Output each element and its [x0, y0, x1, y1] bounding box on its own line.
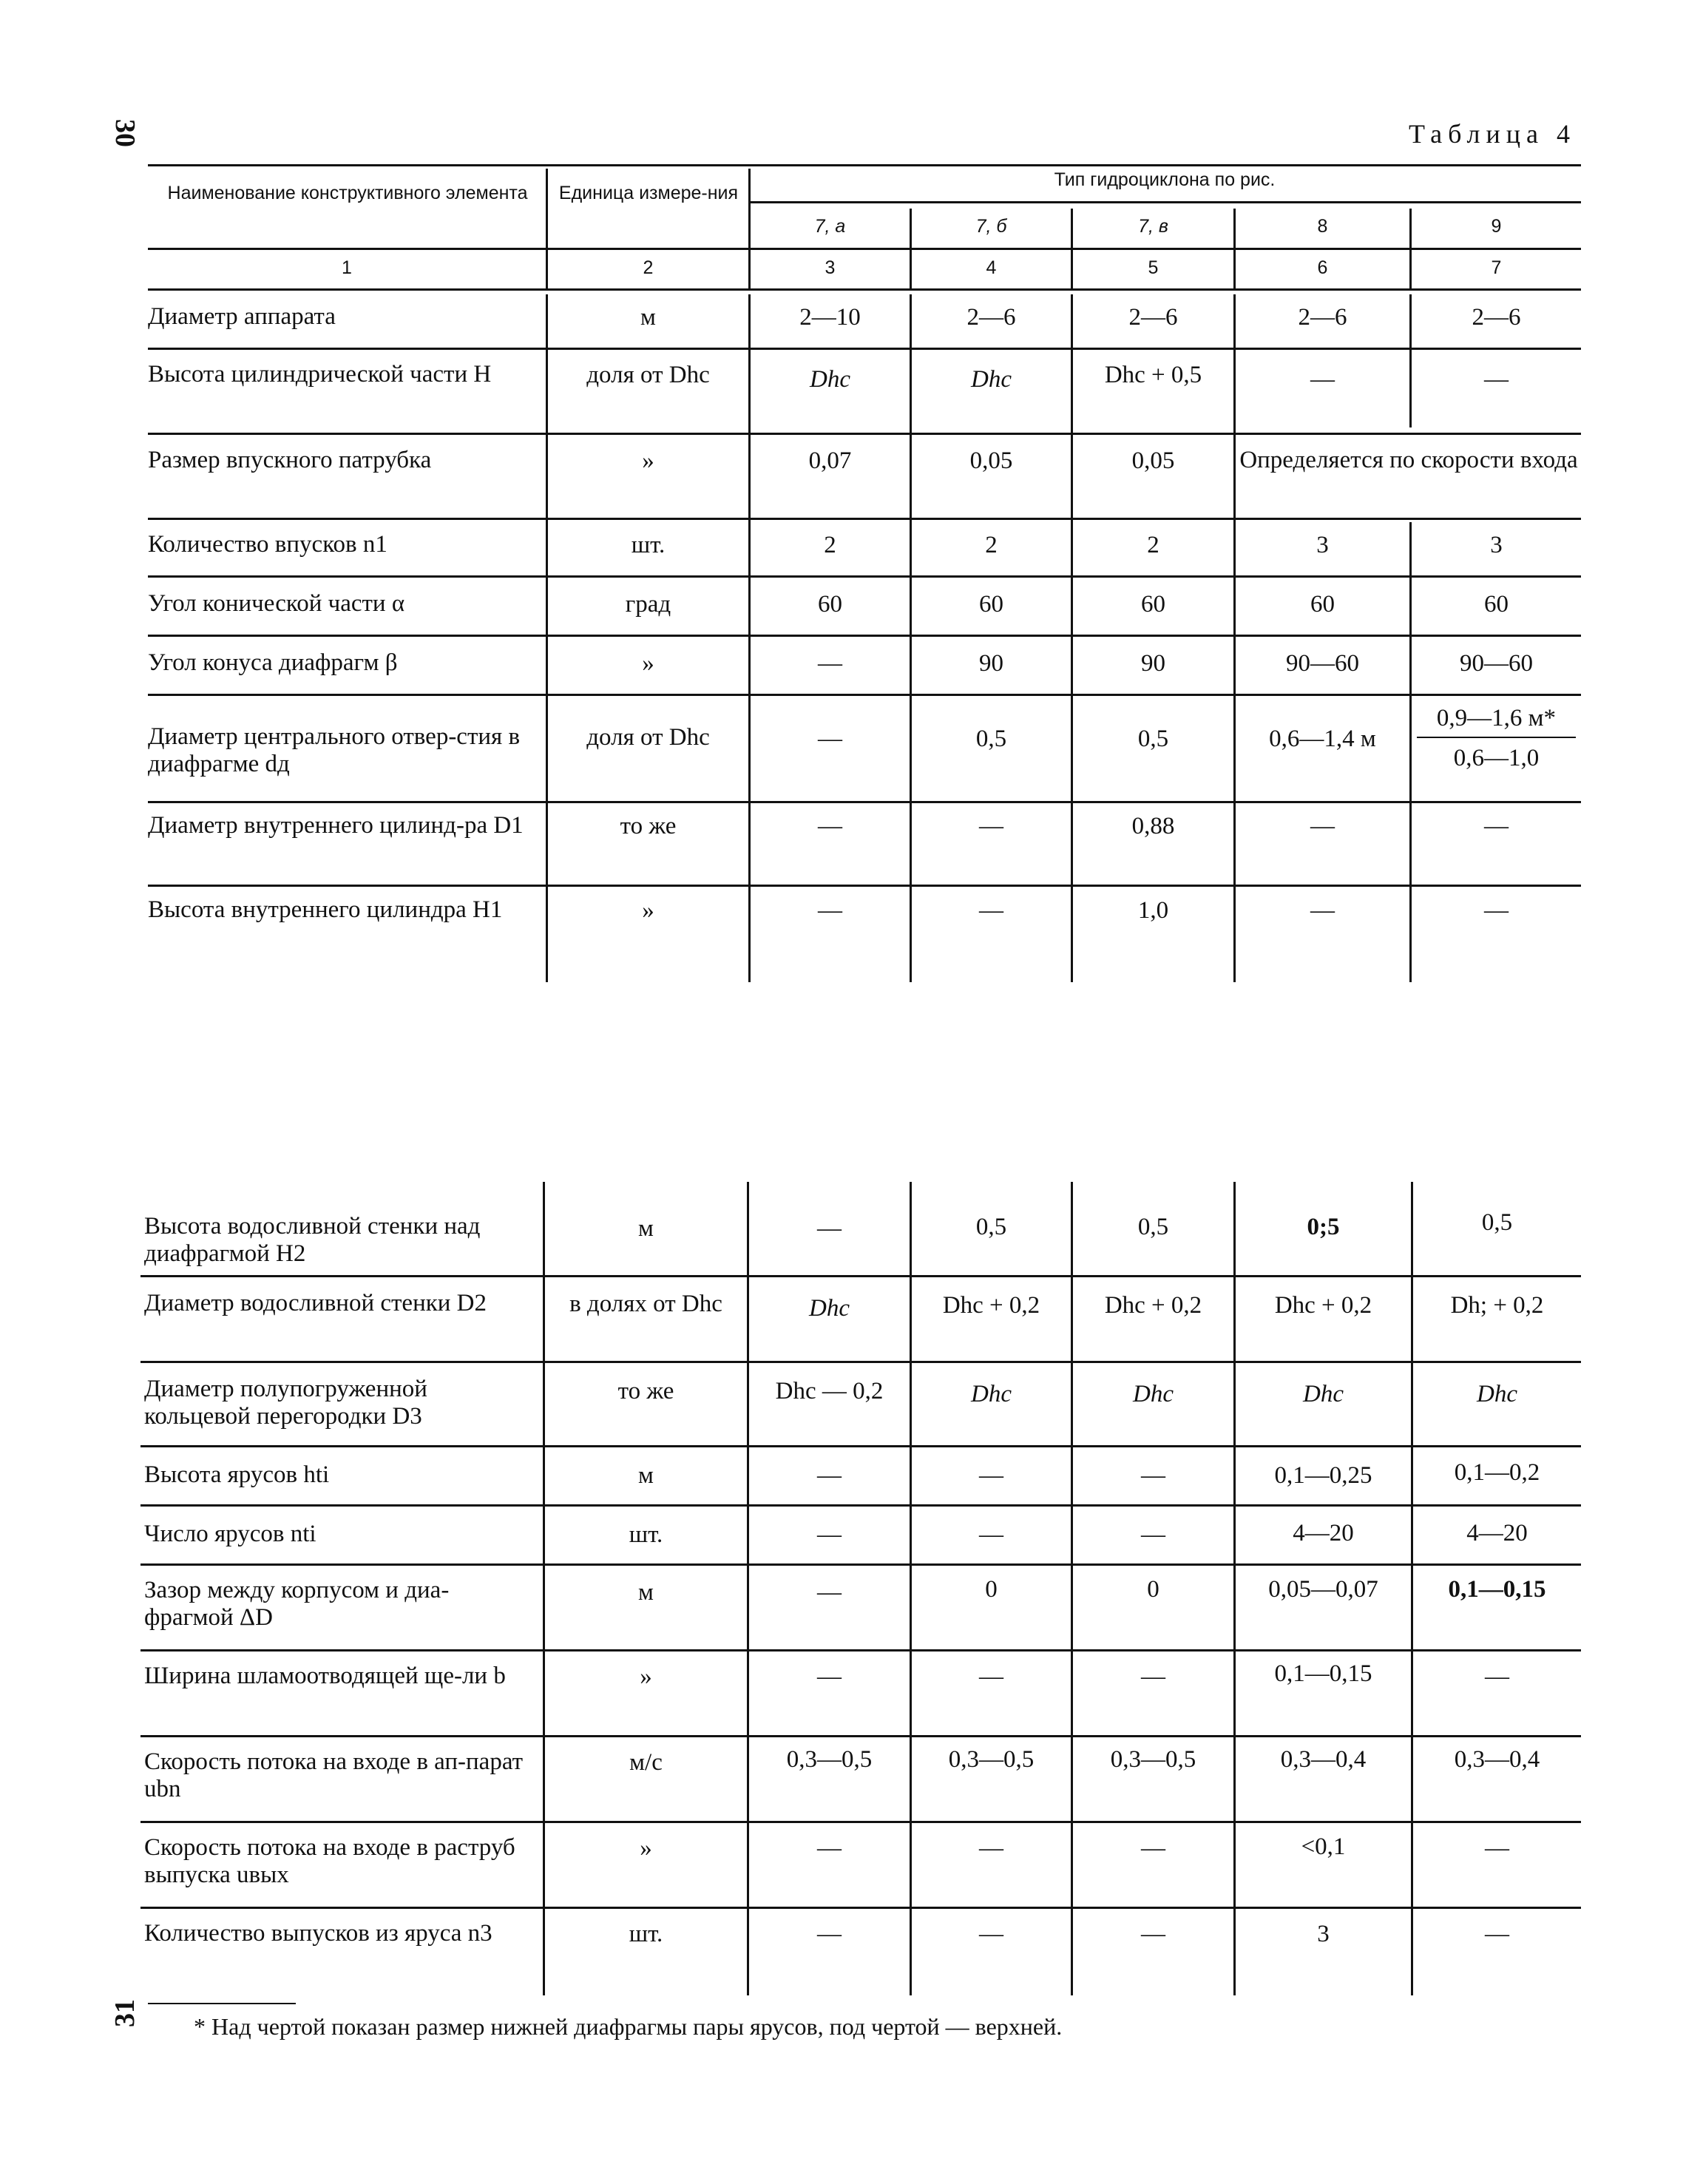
row-value: Dhc — 0,2: [775, 1378, 884, 1404]
col-number-2: 2: [643, 257, 654, 278]
row-value: 2: [824, 532, 836, 558]
row-value: 3: [1317, 1921, 1330, 1947]
header-type-7v: 7, в: [1138, 216, 1168, 237]
col-number-4: 4: [986, 257, 997, 278]
row-value: Dhc: [1303, 1381, 1344, 1407]
row-unit: шт.: [631, 532, 666, 558]
row-value: 0,05: [1131, 447, 1175, 474]
row-name: Диаметр полупогруженной кольцевой перегородки D3: [144, 1376, 427, 1430]
body-vline-unit: [546, 294, 548, 982]
row-rule: [148, 801, 1581, 803]
row-unit: град: [625, 591, 671, 618]
row-unit: то же: [617, 1378, 674, 1404]
row-value: —: [979, 897, 1003, 924]
row-value: 0,5: [975, 726, 1007, 752]
row-value: 60: [979, 591, 1003, 618]
row-name: Диаметр водосливной стенки D2: [144, 1290, 487, 1316]
row-value: —: [1484, 897, 1509, 924]
row-value: 90: [1141, 650, 1165, 677]
row-value: 3: [1490, 532, 1503, 558]
row-value: Dhc: [1133, 1381, 1174, 1407]
row-value: —: [817, 1921, 842, 1947]
header-name: Наименование конструктивного элемента: [167, 183, 528, 203]
row-unit: м: [638, 1215, 654, 1242]
row-name: Высота цилиндрической части H: [148, 361, 492, 388]
row-value: 90—60: [1286, 650, 1359, 677]
row-value: 0,3—0,5: [948, 1746, 1035, 1773]
row-rule: [140, 1907, 1581, 1909]
row-name: Диаметр центрального отвер-стия в диафрагме dд: [148, 723, 521, 777]
row-value: <0,1: [1301, 1833, 1346, 1860]
row-unit: шт.: [629, 1521, 663, 1548]
row-value: 60: [1310, 591, 1335, 618]
row-value: 60: [1141, 591, 1165, 618]
row-value: 0,5: [975, 1214, 1007, 1240]
row-unit: шт.: [629, 1921, 663, 1947]
header-unit: Единица измере-ния: [558, 183, 739, 203]
row-value: 0,3—0,4: [1280, 1746, 1367, 1773]
row-value: —: [817, 1663, 842, 1690]
fraction-bottom: 0,6—1,0: [1453, 745, 1540, 771]
row-value: —: [1484, 813, 1509, 839]
row-value: Dh; + 0,2: [1450, 1292, 1544, 1319]
row-unit: »: [640, 1835, 652, 1862]
header-type-group: Тип гидроциклона по рис.: [1054, 169, 1276, 190]
row-value: —: [817, 1462, 842, 1489]
merged-inlet-note: Определяется по скорости входа: [1239, 447, 1578, 473]
body-vline-c6: [1233, 294, 1236, 982]
row-unit: м: [638, 1579, 654, 1606]
row-value: —: [979, 1835, 1003, 1862]
row-value: —: [1141, 1921, 1165, 1947]
page-number-bottom: 31: [109, 1999, 140, 2027]
row-name: Число ярусов nti: [144, 1521, 316, 1547]
row-value: Dhc + 0,2: [1274, 1292, 1372, 1319]
row-rule: [140, 1504, 1581, 1507]
row-value: 2—6: [1298, 304, 1347, 331]
row-value: —: [1310, 813, 1335, 839]
row-value: 0,5: [1137, 1214, 1169, 1240]
row-value: 0,3—0,5: [1110, 1746, 1196, 1773]
row-unit: доля от Dhc: [586, 724, 710, 751]
col-number-1: 1: [342, 257, 352, 278]
row-value: 0,5: [1137, 726, 1169, 752]
row-rule: [140, 1361, 1581, 1363]
row-unit: в долях от Dhc: [569, 1291, 722, 1317]
row-value: Dhc: [971, 1381, 1012, 1407]
row-value: 0,05: [969, 447, 1013, 474]
row-value: 0: [1147, 1576, 1159, 1603]
row-value: 60: [818, 591, 842, 618]
row-rule: [140, 1821, 1581, 1823]
row-name: Зазор между корпусом и диа-фрагмой ΔD: [144, 1577, 450, 1631]
row-rule: [140, 1445, 1581, 1447]
row-value: —: [1485, 1663, 1509, 1690]
row-value: —: [818, 813, 842, 839]
col-number-7: 7: [1491, 257, 1502, 278]
row-value: Dhc: [809, 1295, 850, 1322]
row-value: 3: [1316, 532, 1329, 558]
row-unit: м: [640, 304, 656, 331]
row-rule: [140, 1563, 1581, 1566]
row-rule: [148, 575, 1581, 578]
row-unit: м: [638, 1462, 654, 1489]
col-number-top-rule: [148, 248, 1581, 250]
row-value: Dhc: [971, 366, 1012, 393]
fraction-top: 0,9—1,6 м*: [1436, 705, 1557, 731]
row-value: 2: [1147, 532, 1159, 558]
row-value: 2—6: [1472, 304, 1521, 331]
page-number-top: 30: [109, 119, 140, 147]
row-name: Размер впускного патрубка: [148, 447, 432, 473]
row-value: 0,1—0,25: [1274, 1462, 1372, 1489]
row-name: Высота водосливной стенки над диафрагмой H2: [144, 1213, 481, 1267]
row-value: Dhc: [1477, 1381, 1517, 1407]
row-value: 0,6—1,4 м: [1269, 726, 1376, 752]
row-value: —: [979, 1462, 1003, 1489]
row-rule: [140, 1275, 1581, 1277]
row-value: Dhc + 0,2: [942, 1292, 1040, 1319]
row-value: —: [1141, 1663, 1165, 1690]
row-unit: доля от Dhc: [586, 362, 710, 388]
row-value: —: [1484, 366, 1509, 393]
footnote: * Над чертой показан размер нижней диафрагмы пары ярусов, под чертой — верхней.: [194, 2013, 1063, 2040]
row-value: 0,88: [1131, 813, 1175, 839]
row-value: 2: [985, 532, 998, 558]
row-value: 90—60: [1460, 650, 1533, 677]
row-name: Количество впусков n1: [148, 531, 387, 558]
row-value: Dhc: [810, 366, 850, 393]
row-name: Высота ярусов hti: [144, 1461, 330, 1488]
row-rule: [140, 1735, 1581, 1737]
row-name: Высота внутреннего цилиндра H1: [148, 896, 503, 923]
row-rule: [148, 518, 1581, 520]
row-value: —: [979, 1663, 1003, 1690]
body-vline-c3: [748, 294, 751, 982]
row-unit: »: [640, 1663, 652, 1690]
row-value: 0,1—0,15: [1448, 1576, 1546, 1603]
row-value: —: [1485, 1921, 1509, 1947]
body-vline-c4: [910, 294, 912, 982]
row-name: Угол конической части α: [148, 590, 405, 617]
row-value: —: [1141, 1835, 1165, 1862]
row-value: —: [979, 1921, 1003, 1947]
row-value: —: [818, 650, 842, 677]
row-value: —: [1310, 897, 1335, 924]
row-value: —: [817, 1521, 842, 1548]
row-value: —: [1310, 366, 1335, 393]
row-value: 0,5: [1481, 1209, 1513, 1236]
row-value: —: [979, 813, 1003, 839]
row-value: Dhc + 0,2: [1104, 1292, 1202, 1319]
row-name: Диаметр аппарата: [148, 303, 336, 330]
row-rule: [148, 635, 1581, 637]
row-name: Угол конуса диафрагм β: [148, 649, 398, 676]
row-value: 2—6: [1128, 304, 1178, 331]
row-value: 0;5: [1307, 1214, 1340, 1240]
row-value: 2—6: [966, 304, 1016, 331]
header-type-7a: 7, а: [814, 216, 846, 237]
row-name: Скорость потока на входе в раструб выпуска uвых: [144, 1834, 515, 1888]
row-value: 0,3—0,5: [786, 1746, 873, 1773]
row-value: —: [818, 897, 842, 924]
row-value: 2—10: [799, 304, 861, 331]
row-value: 0,07: [808, 447, 852, 474]
row-unit: »: [642, 447, 654, 474]
col-number-3: 3: [825, 257, 836, 278]
row-value: —: [979, 1521, 1003, 1548]
row-value: 60: [1484, 591, 1509, 618]
row-value: 0,1—0,2: [1454, 1459, 1540, 1486]
footnote-rule: [148, 2003, 296, 2004]
row-value: 0,05—0,07: [1268, 1576, 1378, 1603]
row-value: 0: [985, 1576, 998, 1603]
row-name: Количество выпусков из яруса n3: [144, 1920, 492, 1947]
row-rule: [148, 885, 1581, 887]
fraction-bar: [1417, 737, 1576, 738]
table-top-rule: [148, 164, 1581, 166]
row-value: 90: [979, 650, 1003, 677]
row-name: Скорость потока на входе в ап-парат ubn: [144, 1748, 524, 1802]
type-header-rule: [748, 201, 1581, 203]
row-value: 0,3—0,4: [1454, 1746, 1540, 1773]
row-value: —: [817, 1579, 842, 1606]
row-unit: »: [642, 897, 654, 924]
table-title: Таблица 4: [1409, 119, 1576, 149]
col-number-bottom-rule: [148, 288, 1581, 291]
row-value: —: [817, 1835, 842, 1862]
row-unit: то же: [620, 813, 677, 839]
row-rule: [140, 1649, 1581, 1651]
row-value: 1,0: [1137, 897, 1169, 924]
row-value: 4—20: [1466, 1520, 1528, 1546]
row-value: 0,1—0,15: [1274, 1660, 1372, 1687]
header-type-8: 8: [1317, 216, 1328, 237]
row-name: Диаметр внутреннего цилинд-ра D1: [148, 812, 524, 839]
header-type-7b: 7, б: [975, 216, 1007, 237]
row-rule: [148, 694, 1581, 696]
row-value: —: [1485, 1835, 1509, 1862]
row-value: 4—20: [1293, 1520, 1354, 1546]
row-value: —: [1141, 1521, 1165, 1548]
row-rule: [148, 348, 1581, 350]
row-unit: м/с: [629, 1749, 663, 1776]
row-value: Dhc + 0,5: [1104, 362, 1202, 388]
col-number-5: 5: [1148, 257, 1159, 278]
header-type-9: 9: [1491, 216, 1502, 237]
row-unit: »: [642, 650, 654, 677]
row-name: Ширина шламоотводящей ще-ли b: [144, 1663, 506, 1689]
row-value: —: [1141, 1462, 1165, 1489]
row-value: —: [817, 1215, 842, 1242]
body-vline-c5: [1071, 294, 1073, 982]
row-rule: [148, 433, 1581, 435]
row-value: —: [818, 726, 842, 752]
col-number-6: 6: [1317, 257, 1328, 278]
